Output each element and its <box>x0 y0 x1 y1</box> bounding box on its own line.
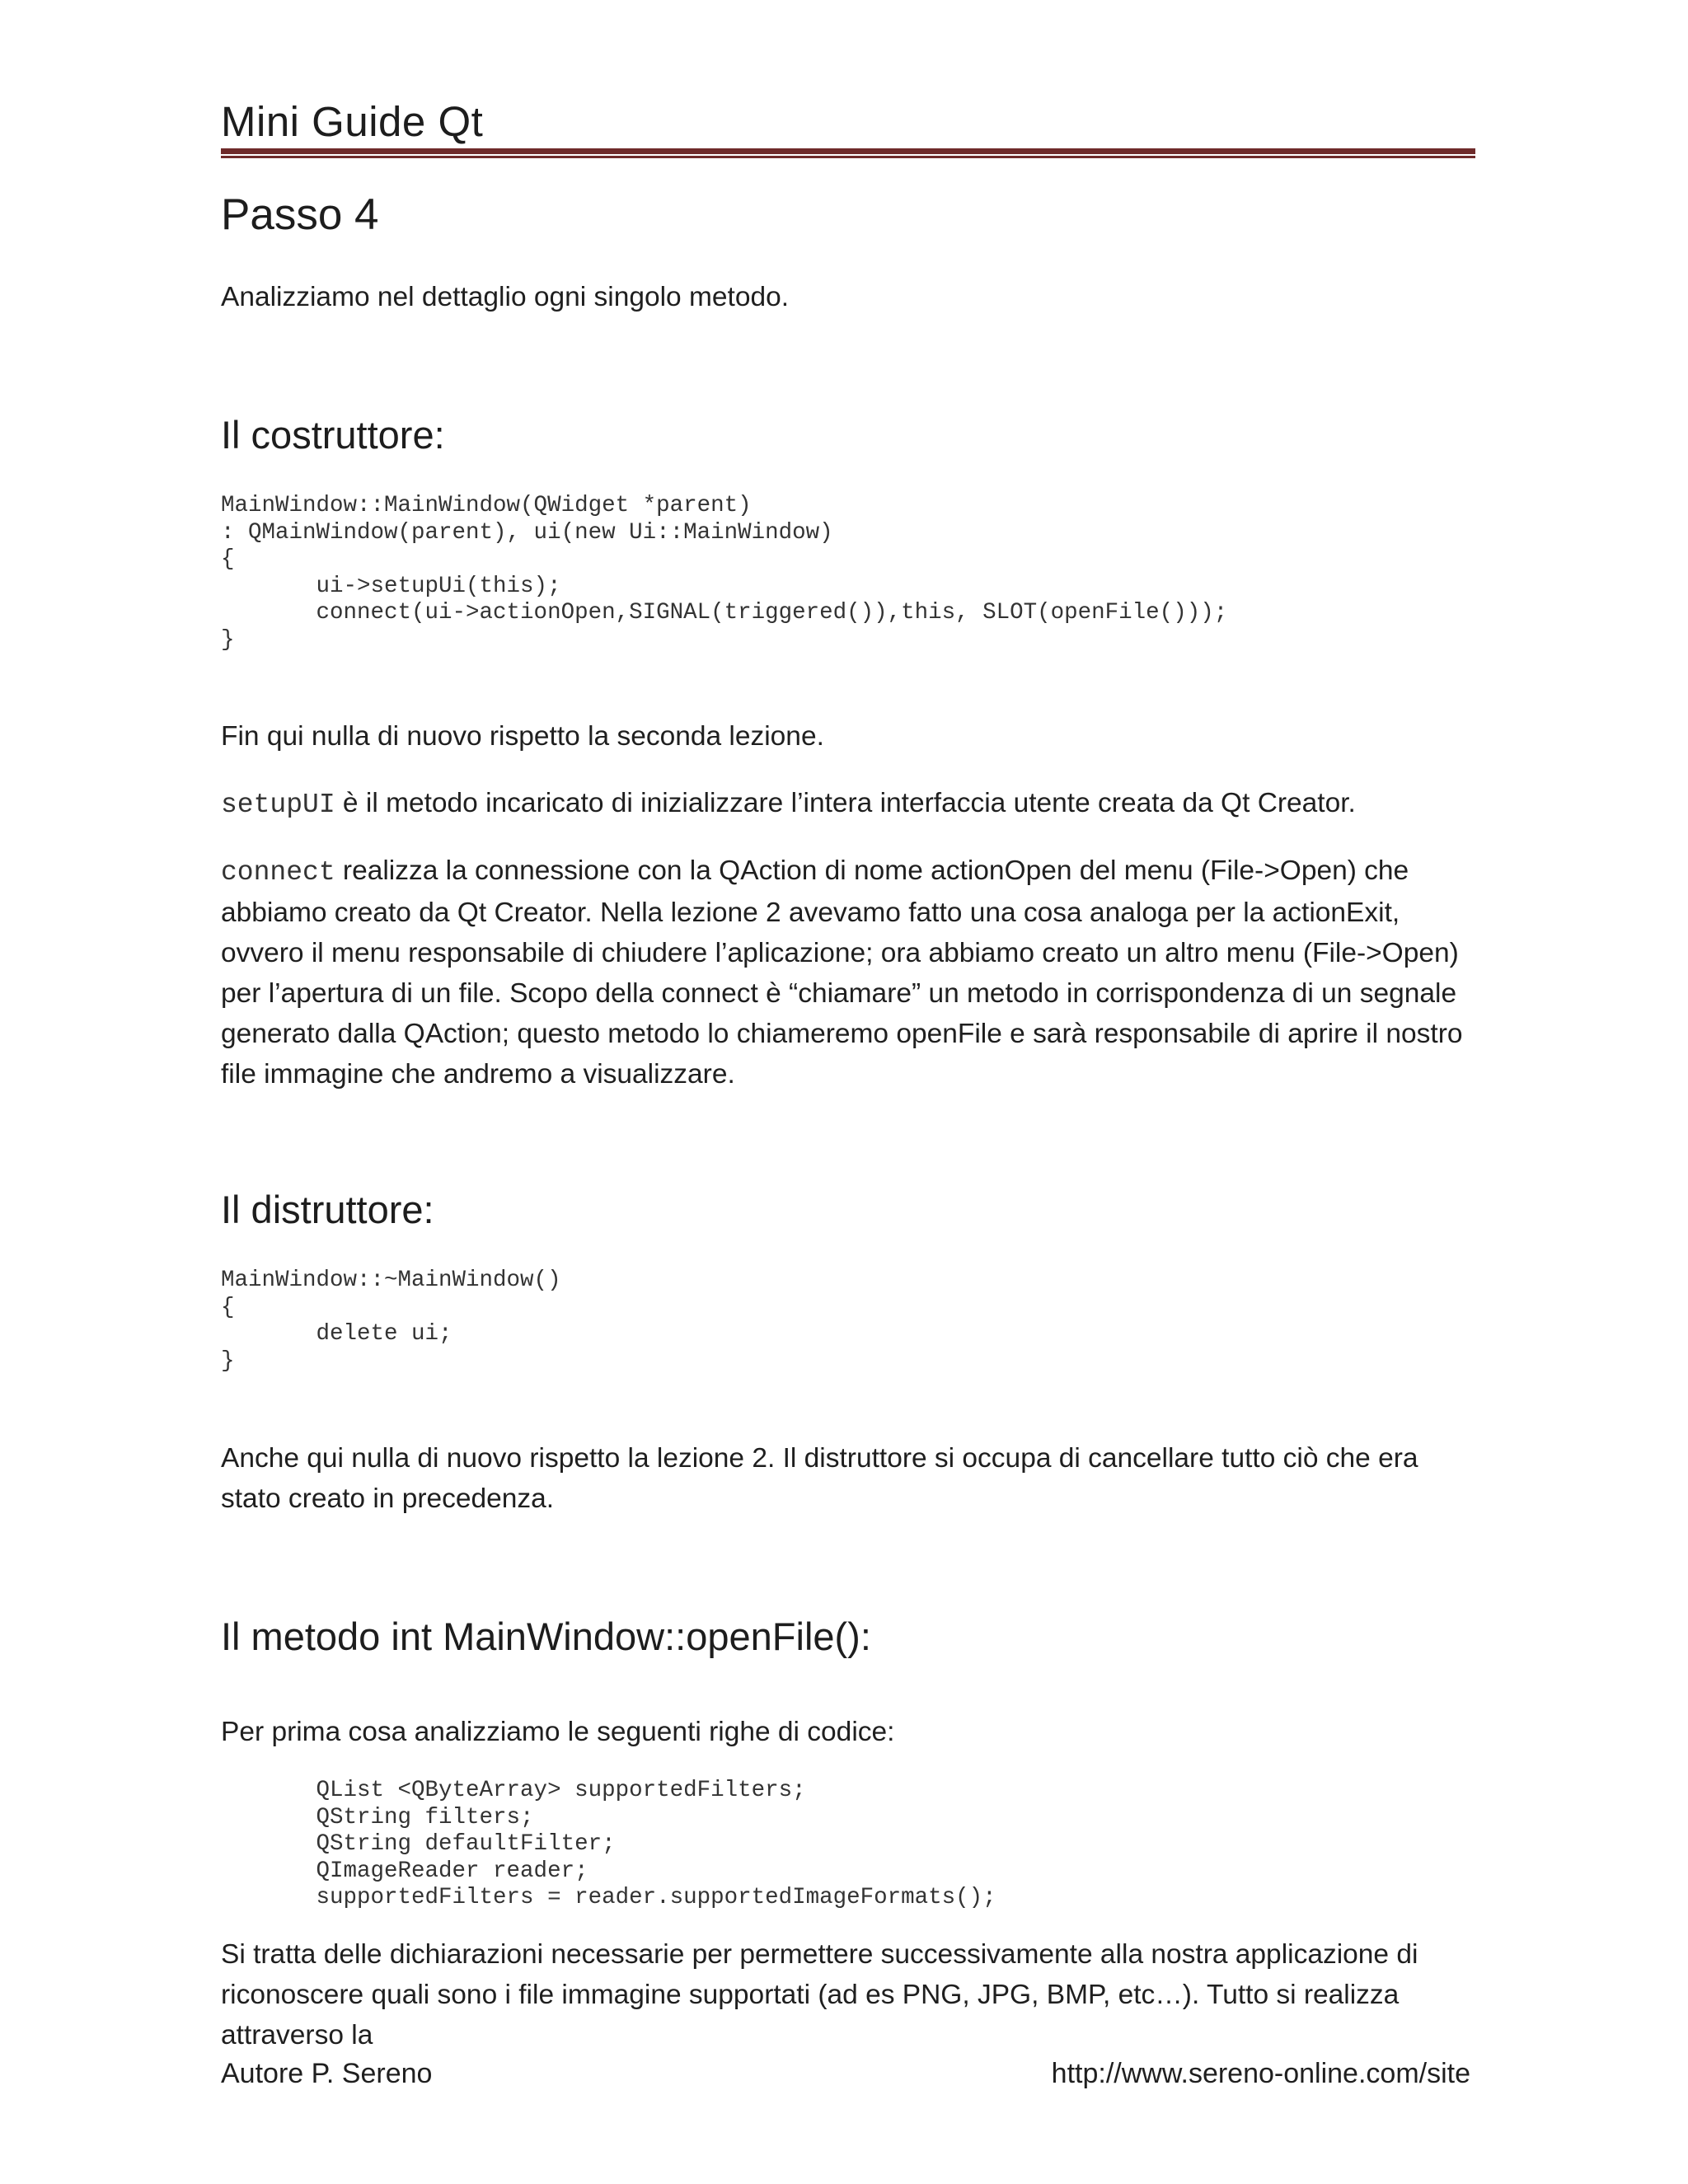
inline-code-setupui: setupUI <box>221 790 335 820</box>
code-line: supportedFilters = reader.supportedImageFormats(); <box>221 1885 996 1910</box>
constructor-paragraph-1: Fin qui nulla di nuovo rispetto la seconda lezione. <box>221 721 824 752</box>
destructor-heading: Il distruttore: <box>221 1188 434 1231</box>
paragraph-text: realizza la connessione con la QAction di nome actionOpen del menu (File->Open) che abbiamo creato da Qt Creator. Nella lezione 2 avevamo fatto una cosa analoga per la actionExit, ovvero il menu responsabile di chiudere l’aplicazione; ora abbiamo creato un altro menu (File->Open) per l’apertura di un file. Scopo della connect è “chiamare” un metodo in corrispondenza di un segnale generato dalla QAction; questo metodo lo chiameremo openFile e sarà responsabile di aprire il nostro file immagine che andremo a visualizzare. <box>221 855 1463 1090</box>
destructor-paragraph: Anche qui nulla di nuovo rispetto la lezione 2. Il distruttore si occupa di cancellare tutto ciò che era stato creato in precedenza. <box>221 1443 1418 1514</box>
code-line: connect(ui->actionOpen,SIGNAL(triggered()),this, SLOT(openFile())); <box>221 600 1228 626</box>
code-line: ui->setupUi(this); <box>221 573 561 599</box>
code-line: { <box>221 1294 235 1320</box>
constructor-code-block <box>221 493 1227 654</box>
code-line: { <box>221 546 235 572</box>
inline-code-connect: connect <box>221 857 335 888</box>
header-rule-thin <box>221 156 1475 158</box>
openfile-code-block <box>221 1778 996 1912</box>
destructor-code-block <box>221 1268 561 1375</box>
code-line: QString defaultFilter; <box>221 1831 616 1857</box>
code-line: } <box>221 626 235 653</box>
footer-author: Autore P. Sereno <box>221 2058 433 2089</box>
code-line: MainWindow::~MainWindow() <box>221 1268 561 1293</box>
step-title: Passo 4 <box>221 190 379 239</box>
paragraph-text: è il metodo incaricato di inizializzare l’intera interfaccia utente creata da Qt Creator. <box>335 788 1356 818</box>
code-line: QImageReader reader; <box>221 1858 588 1884</box>
intro-paragraph: Analizziamo nel dettaglio ogni singolo metodo. <box>221 282 790 312</box>
code-line: MainWindow::MainWindow(QWidget *parent) <box>221 493 752 518</box>
code-line: : QMainWindow(parent), ui(new Ui::MainWindow) <box>221 519 833 546</box>
openfile-paragraph-1: Per prima cosa analizziamo le seguenti righe di codice: <box>221 1717 895 1747</box>
code-line: QString filters; <box>221 1804 534 1830</box>
footer-url: http://www.sereno-online.com/site <box>1051 2058 1470 2089</box>
openfile-heading: Il metodo int MainWindow::openFile(): <box>221 1615 871 1658</box>
code-line: } <box>221 1347 235 1374</box>
constructor-heading: Il costruttore: <box>221 413 445 457</box>
constructor-paragraph-3 <box>221 851 1475 1094</box>
code-line: QList <QByteArray> supportedFilters; <box>221 1778 806 1803</box>
header-rule <box>221 148 1475 154</box>
header-title: Mini Guide Qt <box>221 98 484 145</box>
openfile-paragraph-2: Si tratta delle dichiarazioni necessarie per permettere successivamente alla nostra applicazione di riconoscere quali sono i file immagine supportati (ad es PNG, JPG, BMP, etc…). Tutto si realizza attraverso la <box>221 1939 1418 2050</box>
constructor-paragraph-2 <box>221 783 1475 825</box>
code-line: delete ui; <box>221 1321 452 1347</box>
